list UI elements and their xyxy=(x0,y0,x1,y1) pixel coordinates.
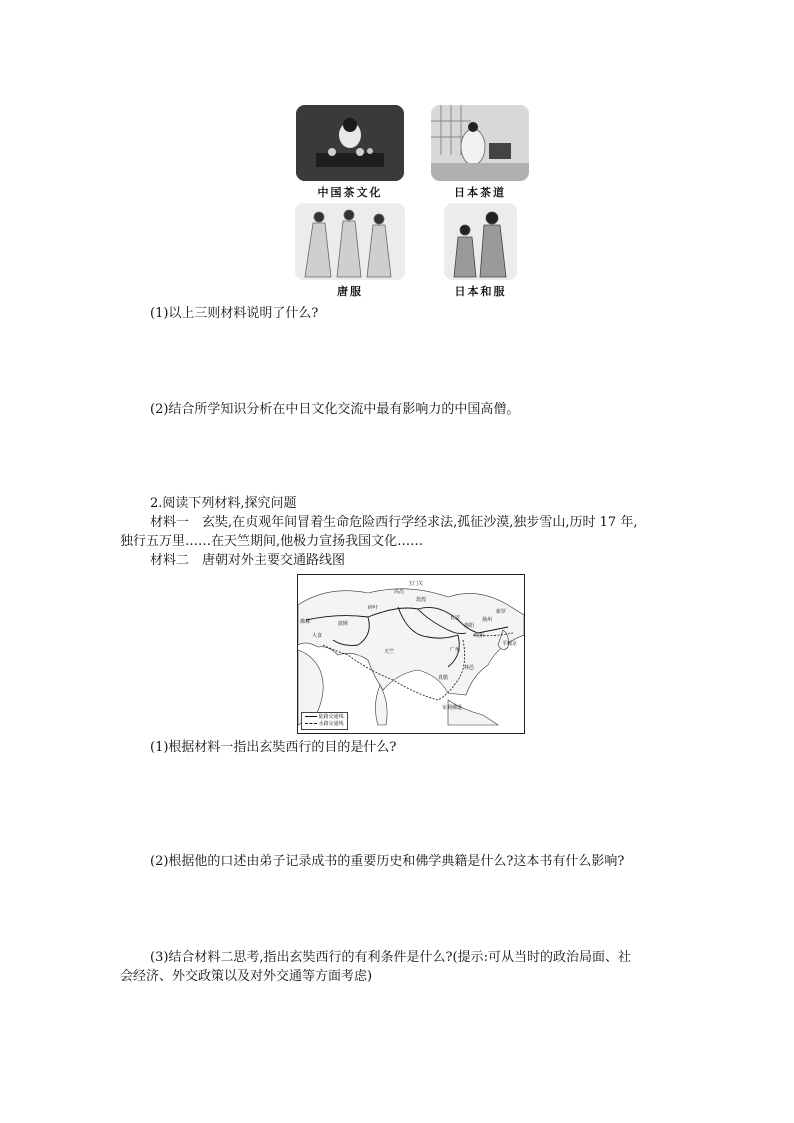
legend-sea: 水路交通线 xyxy=(318,721,344,727)
question-1-2: (2)结合所学知识分析在中日文化交流中最有影响力的中国高僧。 xyxy=(150,402,520,417)
caption-tang-dress: 唐服 xyxy=(337,285,363,298)
map-label-fulin: 拂菻 xyxy=(300,619,311,625)
map-label-zhenla: 真腊 xyxy=(438,675,449,681)
map-label-srivijaya: 室利佛逝 xyxy=(442,705,463,711)
map-legend xyxy=(301,712,348,730)
question-2-2: (2)根据他的口述由弟子记录成书的重要历史和佛学典籍是什么?这本书有什么影响? xyxy=(150,854,625,869)
map-label-mingzhou: 明州 xyxy=(474,633,485,639)
japanese-tea-ceremony-photo xyxy=(431,105,529,181)
map-label-luoyang: 洛阳 xyxy=(464,623,475,629)
japanese-kimono-photo xyxy=(444,203,517,280)
material-1-line-1: 材料一 玄奘,在贞观年间冒着生命危险西行学经求法,孤征沙漠,独步雪山,历时 17 年, xyxy=(150,515,638,530)
caption-kimono: 日本和服 xyxy=(454,285,507,298)
legend-land: 陆路交通线 xyxy=(318,714,344,720)
section-2-heading: 2.阅读下列材料,探究问题 xyxy=(150,496,297,511)
question-1-1: (1)以上三则材料说明了什么? xyxy=(150,306,319,321)
map-label-suiye: 碎叶 xyxy=(368,605,379,611)
map-label-gaochang: 高昌 xyxy=(394,589,405,595)
question-2-3-line-2: 会经济、外交政策以及对外交通等方面考虑) xyxy=(120,969,373,984)
map-label-bosi: 波斯 xyxy=(338,621,349,627)
map-label-tianzhu: 天竺 xyxy=(384,649,395,655)
question-2-3-line-1: (3)结合材料二思考,指出玄奘西行的有利条件是什么?(提示:可从当时的政治局面、社 xyxy=(150,950,631,965)
map-label-dashi: 大食 xyxy=(312,633,323,639)
map-label-guangzhou: 广州 xyxy=(450,647,461,653)
material-1-line-2: 独行五万里……在天竺期间,他极力宣扬我国文化…… xyxy=(120,534,424,549)
tang-dress-photo xyxy=(295,203,405,280)
map-label-linyi: 林邑 xyxy=(464,665,475,671)
map-label-yumenguan: 玉门关 xyxy=(408,581,424,587)
chinese-tea-culture-photo xyxy=(296,105,404,181)
question-2-1: (1)根据材料一指出玄奘西行的目的是什么? xyxy=(150,740,397,755)
map-label-changan: 长安 xyxy=(450,615,461,621)
tang-trade-route-map xyxy=(297,574,525,734)
caption-japanese-tea: 日本茶道 xyxy=(454,186,506,199)
map-label-heijo: 平城京 xyxy=(502,641,518,647)
map-label-dunhuang: 敦煌 xyxy=(416,597,427,603)
caption-chinese-tea: 中国茶文化 xyxy=(317,186,383,199)
map-label-silla: 新罗 xyxy=(496,609,507,615)
map-label-yangzhou: 扬州 xyxy=(482,617,493,623)
material-2-title: 材料二 唐朝对外主要交通路线图 xyxy=(150,553,346,568)
